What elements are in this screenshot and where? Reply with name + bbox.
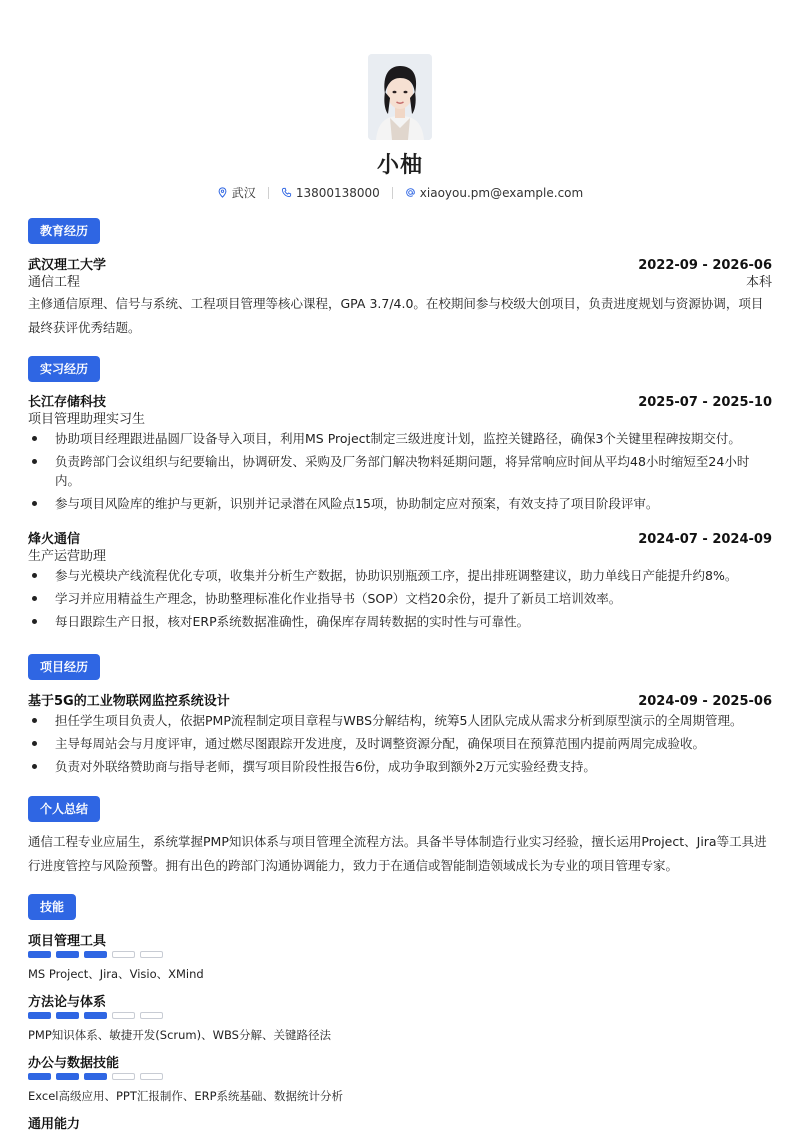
section-summary-title: 个人总结 (28, 796, 100, 822)
education-subheader (28, 271, 772, 290)
skill-level-segment (140, 1012, 163, 1019)
phone-text: 13800138000 (295, 185, 380, 200)
at-sign-icon (405, 187, 416, 198)
list-item: 参与光模块产线流程优化专项，收集并分析生产数据，协助识别瓶颈工序，提出排班调整建议，助力单线日产能提升约8%。 (28, 566, 772, 585)
education-description: 主修通信原理、信号与系统、工程项目管理等核心课程，GPA 3.7/4.0。在校期间参与校级大创项目，负责进度规划与资源协调，项目最终获评优秀结题。 (28, 296, 764, 335)
section-internship-title: 实习经历 (28, 356, 100, 382)
skill-level-segment (140, 1073, 163, 1080)
skill-name: 项目管理工具 (28, 934, 107, 949)
location-pin-icon (217, 187, 228, 198)
list-item: 主导每周站会与月度评审，通过燃尽图跟踪开发进度，及时调整资源分配，确保项目在预算范围内提前两周完成验收。 (28, 734, 772, 753)
contact-bar (0, 184, 800, 201)
school-name: 武汉理工大学 (28, 258, 107, 273)
internship-bullets (28, 566, 772, 635)
skill-level-segment (56, 1073, 79, 1080)
major: 通信工程 (28, 275, 81, 290)
divider (392, 187, 393, 199)
skill-level-segment (84, 1012, 107, 1019)
internship-role: 生产运营助理 (28, 549, 107, 564)
section-project-title: 项目经历 (28, 654, 100, 680)
skill-level-bar (28, 951, 163, 958)
skill-level-segment (56, 951, 79, 958)
list-item: 协助项目经理跟进晶圆厂设备导入项目，利用MS Project制定三级进度计划，监控关键路径，确保3个关键里程碑按期交付。 (28, 429, 772, 448)
internship-period: 2025-07 - 2025-10 (638, 395, 772, 410)
skill-level-segment (112, 1012, 135, 1019)
list-item: 负责跨部门会议组织与纪要输出，协调研发、采购及厂务部门解决物料延期问题，将异常响应时间从平均48小时缩短至24小时内。 (28, 452, 772, 490)
skill-name: 办公与数据技能 (28, 1056, 120, 1071)
candidate-name: 小柚 (376, 153, 423, 178)
skill-level-segment (28, 951, 51, 958)
company-name: 烽火通信 (28, 532, 81, 547)
list-item: 参与项目风险库的维护与更新，识别并记录潜在风险点15项，协助制定应对预案，有效支持了项目阶段评审。 (28, 494, 772, 513)
skill-name: 方法论与体系 (28, 995, 107, 1010)
divider (268, 187, 269, 199)
skill-level-bar (28, 1012, 163, 1019)
project-header (28, 690, 772, 709)
skill-level-segment (28, 1012, 51, 1019)
skill-level-bar (28, 1073, 163, 1080)
skill-level-segment (84, 951, 107, 958)
skill-description: PMP知识体系、敏捷开发(Scrum)、WBS分解、关键路径法 (28, 1028, 331, 1042)
skill-level-segment (140, 951, 163, 958)
contact-email[interactable] (405, 186, 583, 200)
section-skills-title: 技能 (28, 894, 76, 920)
phone-icon (281, 187, 292, 198)
skill-description: MS Project、Jira、Visio、XMind (28, 967, 204, 981)
internship-bullets (28, 429, 772, 517)
avatar (368, 54, 432, 140)
degree: 本科 (745, 275, 772, 290)
skill-level-segment (84, 1073, 107, 1080)
portrait-photo (368, 54, 432, 140)
internship-role-row (28, 545, 772, 564)
skill-description: Excel高级应用、PPT汇报制作、ERP系统基础、数据统计分析 (28, 1089, 344, 1103)
list-item: 学习并应用精益生产理念，协助整理标准化作业指导书（SOP）文档20余份，提升了新员工培训效率。 (28, 589, 772, 608)
contact-location (217, 184, 256, 201)
list-item: 负责对外联络赞助商与指导老师，撰写项目阶段性报告6份，成功争取到额外2万元实验经费支持。 (28, 757, 772, 776)
list-item: 每日跟踪生产日报，核对ERP系统数据准确性，确保库存周转数据的实时性与可靠性。 (28, 612, 772, 631)
summary-text: 通信工程专业应届生，系统掌握PMP知识体系与项目管理全流程方法。具备半导体制造行业实习经验，擅长运用Project、Jira等工具进行进度管控与风险预警。拥有出色的跨部门沟通协调能力，致力于在通信或智能制造领域成长为专业的项目管理专家。 (28, 834, 767, 873)
skill-level-segment (112, 951, 135, 958)
skill-level-segment (56, 1012, 79, 1019)
internship-role-row (28, 408, 772, 427)
internship-period: 2024-07 - 2024-09 (638, 532, 772, 547)
project-name: 基于5G的工业物联网监控系统设计 (28, 694, 230, 709)
list-item: 担任学生项目负责人，依据PMP流程制定项目章程与WBS分解结构，统筹5人团队完成从需求分析到原型演示的全周期管理。 (28, 711, 772, 730)
email-text: xiaoyou.pm@example.com (419, 185, 584, 200)
skill-level-segment (28, 1073, 51, 1080)
skill-name: 通用能力 (28, 1117, 81, 1130)
contact-phone[interactable] (281, 186, 380, 200)
location-text: 武汉 (231, 186, 256, 200)
section-education-title: 教育经历 (28, 218, 100, 244)
company-name: 长江存储科技 (28, 395, 107, 410)
internship-role: 项目管理助理实习生 (28, 412, 146, 427)
education-period: 2022-09 - 2026-06 (638, 258, 772, 273)
project-bullets (28, 711, 772, 780)
skill-level-segment (112, 1073, 135, 1080)
project-period: 2024-09 - 2025-06 (638, 694, 772, 709)
